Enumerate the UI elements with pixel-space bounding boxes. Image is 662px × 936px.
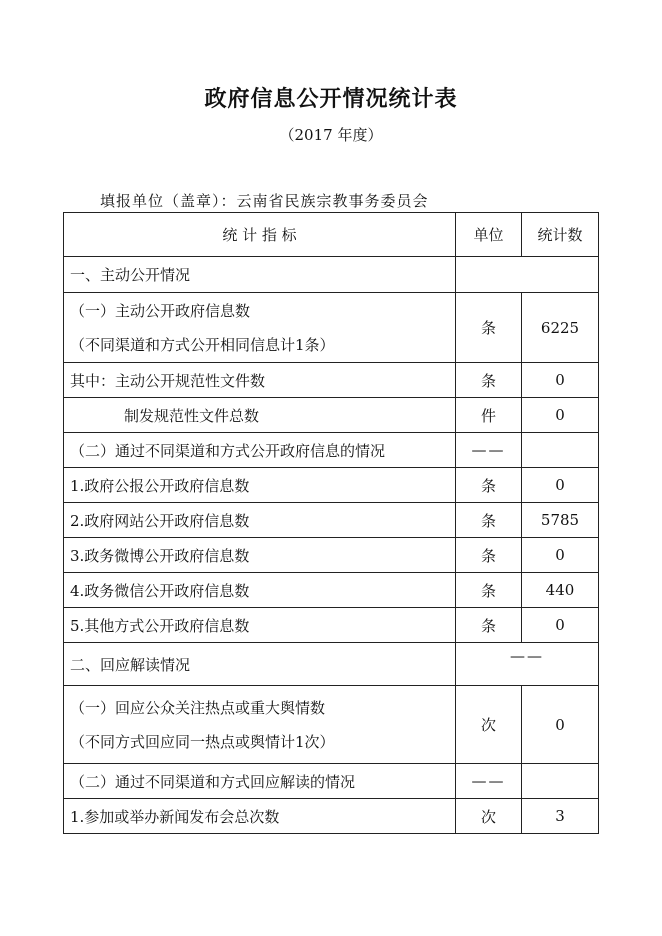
table-row bbox=[64, 686, 599, 764]
table-row bbox=[64, 293, 599, 363]
header-indicator: 统 计 指 标 bbox=[64, 213, 456, 257]
page-subtitle: （2017 年度） bbox=[279, 126, 383, 144]
row-label-line1: （一）主动公开政府信息数 bbox=[70, 301, 251, 320]
row-value bbox=[522, 764, 599, 799]
row-label-line1: （一）回应公众关注热点或重大舆情数 bbox=[70, 698, 326, 717]
row-unit: 条 bbox=[456, 608, 522, 643]
table-row bbox=[64, 398, 599, 433]
table-row bbox=[64, 503, 599, 538]
row-label-line2: （不同方式回应同一热点或舆情计1次） bbox=[70, 732, 335, 751]
row-label: 3.政务微博公开政府信息数 bbox=[64, 538, 456, 573]
row-unit: 次 bbox=[456, 799, 522, 834]
table-row bbox=[64, 433, 599, 468]
table-row bbox=[64, 643, 599, 686]
row-unit: —— bbox=[456, 433, 522, 468]
row-value: 5785 bbox=[522, 503, 599, 538]
row-label: （二）通过不同渠道和方式公开政府信息的情况 bbox=[64, 433, 456, 468]
row-value: 0 bbox=[522, 608, 599, 643]
row-unit: 条 bbox=[456, 363, 522, 398]
row-unit: —— bbox=[456, 643, 599, 686]
row-label bbox=[64, 293, 456, 363]
row-value: 0 bbox=[522, 363, 599, 398]
table-row bbox=[64, 363, 599, 398]
row-value bbox=[522, 433, 599, 468]
row-value: 440 bbox=[522, 573, 599, 608]
row-value: 6225 bbox=[522, 293, 599, 363]
row-label: 一、主动公开情况 bbox=[64, 257, 456, 293]
row-unit: —— bbox=[456, 764, 522, 799]
filling-unit: 填报单位（盖章）：云南省民族宗教事务委员会 bbox=[100, 192, 429, 210]
statistics-table bbox=[63, 212, 599, 834]
table-row bbox=[64, 573, 599, 608]
row-unit: 条 bbox=[456, 573, 522, 608]
table-row bbox=[64, 538, 599, 573]
header-count: 统计数 bbox=[522, 213, 599, 257]
row-label: 2.政府网站公开政府信息数 bbox=[64, 503, 456, 538]
table-header-row bbox=[64, 213, 599, 257]
row-label: 4.政务微信公开政府信息数 bbox=[64, 573, 456, 608]
table-row bbox=[64, 608, 599, 643]
row-unit: 件 bbox=[456, 398, 522, 433]
table-row bbox=[64, 468, 599, 503]
row-label: 1.政府公报公开政府信息数 bbox=[64, 468, 456, 503]
row-unit: 次 bbox=[456, 686, 522, 764]
table-row bbox=[64, 799, 599, 834]
row-value: 0 bbox=[522, 538, 599, 573]
row-label: 5.其他方式公开政府信息数 bbox=[64, 608, 456, 643]
row-value: 0 bbox=[522, 398, 599, 433]
row-label: 1.参加或举办新闻发布会总次数 bbox=[64, 799, 456, 834]
row-label-line2: （不同渠道和方式公开相同信息计1条） bbox=[70, 335, 335, 354]
page-title: 政府信息公开情况统计表 bbox=[204, 87, 458, 112]
header-unit: 单位 bbox=[456, 213, 522, 257]
row-label bbox=[64, 686, 456, 764]
row-label: 其中：主动公开规范性文件数 bbox=[64, 363, 456, 398]
row-unit: 条 bbox=[456, 468, 522, 503]
row-unit: 条 bbox=[456, 293, 522, 363]
row-value: 3 bbox=[522, 799, 599, 834]
row-value: 0 bbox=[522, 468, 599, 503]
row-unit: 条 bbox=[456, 538, 522, 573]
row-unit: 条 bbox=[456, 503, 522, 538]
table-row bbox=[64, 257, 599, 293]
row-label: 制发规范性文件总数 bbox=[64, 398, 456, 433]
row-label: （二）通过不同渠道和方式回应解读的情况 bbox=[64, 764, 456, 799]
row-empty bbox=[456, 257, 599, 293]
row-value: 0 bbox=[522, 686, 599, 764]
row-label: 二、回应解读情况 bbox=[64, 643, 456, 686]
table-row bbox=[64, 764, 599, 799]
